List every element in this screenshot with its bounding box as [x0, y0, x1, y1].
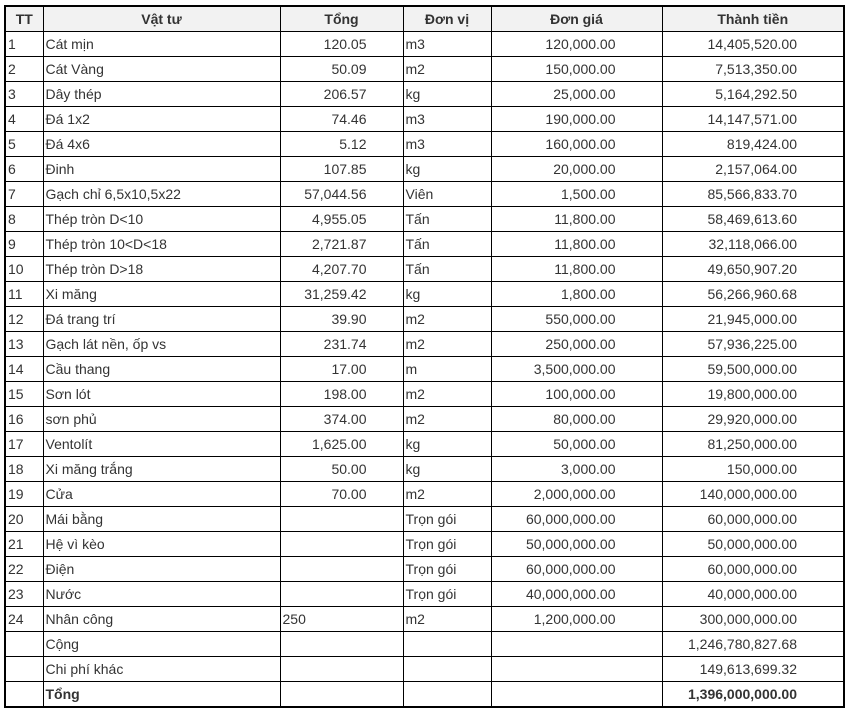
- grand-total-label: Tổng: [43, 682, 280, 708]
- quantity-cell: [280, 507, 403, 532]
- row-number-cell: 6: [5, 157, 43, 182]
- amount-cell: 21,945,000.00: [662, 307, 844, 332]
- table-row: [5, 82, 844, 107]
- unit-cell: Tấn: [403, 207, 491, 232]
- amount-cell: 300,000,000.00: [662, 607, 844, 632]
- amount-cell: 2,157,064.00: [662, 157, 844, 182]
- subtotal-qty-cell: [280, 632, 403, 657]
- amount-cell: 85,566,833.70: [662, 182, 844, 207]
- unit-price-cell: 11,800.00: [491, 257, 662, 282]
- other-costs-label: Chi phí khác: [43, 657, 280, 682]
- amount-cell: 81,250,000.00: [662, 432, 844, 457]
- amount-cell: 29,920,000.00: [662, 407, 844, 432]
- amount-cell: 58,469,613.60: [662, 207, 844, 232]
- row-number-cell: 19: [5, 482, 43, 507]
- subtotal-price-cell: [491, 632, 662, 657]
- subtotal-tt-cell: [5, 632, 43, 657]
- unit-price-cell: 20,000.00: [491, 157, 662, 182]
- unit-price-cell: 550,000.00: [491, 307, 662, 332]
- quantity-cell: 107.85: [280, 157, 403, 182]
- unit-cell: m2: [403, 382, 491, 407]
- unit-price-cell: 1,200,000.00: [491, 607, 662, 632]
- quantity-cell: 206.57: [280, 82, 403, 107]
- grand-total-row: [5, 682, 844, 708]
- row-number-cell: 8: [5, 207, 43, 232]
- amount-cell: 59,500,000.00: [662, 357, 844, 382]
- quantity-cell: 74.46: [280, 107, 403, 132]
- material-name-cell: Thép tròn D<10: [43, 207, 280, 232]
- unit-price-cell: 1,800.00: [491, 282, 662, 307]
- material-name-cell: Xi măng: [43, 282, 280, 307]
- row-number-cell: 13: [5, 332, 43, 357]
- row-number-cell: 18: [5, 457, 43, 482]
- row-number-cell: 2: [5, 57, 43, 82]
- amount-cell: 14,147,571.00: [662, 107, 844, 132]
- other-costs-tt-cell: [5, 657, 43, 682]
- column-header-unit: Đơn vị: [403, 6, 491, 32]
- table-body: [5, 32, 844, 632]
- row-number-cell: 10: [5, 257, 43, 282]
- material-name-cell: Cửa: [43, 482, 280, 507]
- material-name-cell: Đá 4x6: [43, 132, 280, 157]
- quantity-cell: 39.90: [280, 307, 403, 332]
- material-name-cell: Ventolít: [43, 432, 280, 457]
- row-number-cell: 1: [5, 32, 43, 57]
- quantity-cell: 57,044.56: [280, 182, 403, 207]
- material-name-cell: Đá trang trí: [43, 307, 280, 332]
- unit-price-cell: 160,000.00: [491, 132, 662, 157]
- subtotal-row: [5, 632, 844, 657]
- quantity-cell: 31,259.42: [280, 282, 403, 307]
- unit-cell: Tấn: [403, 257, 491, 282]
- unit-cell: Viên: [403, 182, 491, 207]
- row-number-cell: 16: [5, 407, 43, 432]
- unit-price-cell: 50,000,000.00: [491, 532, 662, 557]
- quantity-cell: [280, 582, 403, 607]
- row-number-cell: 3: [5, 82, 43, 107]
- table-row: [5, 332, 844, 357]
- table-row: [5, 307, 844, 332]
- amount-cell: 32,118,066.00: [662, 232, 844, 257]
- amount-cell: 819,424.00: [662, 132, 844, 157]
- unit-cell: m2: [403, 307, 491, 332]
- unit-cell: m2: [403, 607, 491, 632]
- row-number-cell: 5: [5, 132, 43, 157]
- table-summary: [5, 632, 844, 708]
- material-name-cell: Thép tròn 10<D<18: [43, 232, 280, 257]
- table-row: [5, 32, 844, 57]
- material-name-cell: Sơn lót: [43, 382, 280, 407]
- row-number-cell: 20: [5, 507, 43, 532]
- material-name-cell: Nước: [43, 582, 280, 607]
- unit-price-cell: 11,800.00: [491, 207, 662, 232]
- grand-total-tt-cell: [5, 682, 43, 708]
- unit-cell: kg: [403, 82, 491, 107]
- grand-total-qty-cell: [280, 682, 403, 708]
- unit-price-cell: 2,000,000.00: [491, 482, 662, 507]
- unit-cell: m3: [403, 107, 491, 132]
- unit-cell: kg: [403, 282, 491, 307]
- material-name-cell: Cầu thang: [43, 357, 280, 382]
- unit-price-cell: 80,000.00: [491, 407, 662, 432]
- grand-total-price-cell: [491, 682, 662, 708]
- material-name-cell: Gạch lát nền, ốp vs: [43, 332, 280, 357]
- row-number-cell: 17: [5, 432, 43, 457]
- unit-price-cell: 25,000.00: [491, 82, 662, 107]
- table-row: [5, 182, 844, 207]
- unit-price-cell: 100,000.00: [491, 382, 662, 407]
- table-header: [5, 6, 844, 32]
- material-name-cell: Cát mịn: [43, 32, 280, 57]
- unit-cell: Tấn: [403, 232, 491, 257]
- subtotal-value: 1,246,780,827.68: [662, 632, 844, 657]
- row-number-cell: 15: [5, 382, 43, 407]
- material-name-cell: Xi măng trắng: [43, 457, 280, 482]
- quantity-cell: 120.05: [280, 32, 403, 57]
- column-header-tt: TT: [5, 6, 43, 32]
- material-name-cell: sơn phủ: [43, 407, 280, 432]
- material-name-cell: Nhân công: [43, 607, 280, 632]
- unit-cell: m2: [403, 482, 491, 507]
- row-number-cell: 7: [5, 182, 43, 207]
- material-name-cell: Hệ vì kèo: [43, 532, 280, 557]
- unit-price-cell: 60,000,000.00: [491, 507, 662, 532]
- unit-cell: Trọn gói: [403, 532, 491, 557]
- unit-cell: Trọn gói: [403, 582, 491, 607]
- column-header-material: Vật tư: [43, 6, 280, 32]
- unit-cell: m2: [403, 407, 491, 432]
- other-costs-price-cell: [491, 657, 662, 682]
- table-row: [5, 157, 844, 182]
- unit-cell: kg: [403, 457, 491, 482]
- material-name-cell: Mái bằng: [43, 507, 280, 532]
- grand-total-unit-cell: [403, 682, 491, 708]
- materials-table-container: [4, 5, 845, 708]
- unit-price-cell: 250,000.00: [491, 332, 662, 357]
- amount-cell: 49,650,907.20: [662, 257, 844, 282]
- unit-price-cell: 120,000.00: [491, 32, 662, 57]
- table-row: [5, 432, 844, 457]
- subtotal-label: Cộng: [43, 632, 280, 657]
- other-costs-row: [5, 657, 844, 682]
- quantity-cell: 50.00: [280, 457, 403, 482]
- material-name-cell: Đinh: [43, 157, 280, 182]
- amount-cell: 60,000,000.00: [662, 557, 844, 582]
- table-row: [5, 357, 844, 382]
- unit-price-cell: 11,800.00: [491, 232, 662, 257]
- unit-cell: m3: [403, 32, 491, 57]
- table-row: [5, 282, 844, 307]
- row-number-cell: 24: [5, 607, 43, 632]
- amount-cell: 140,000,000.00: [662, 482, 844, 507]
- table-row: [5, 457, 844, 482]
- quantity-cell: 1,625.00: [280, 432, 403, 457]
- table-row: [5, 407, 844, 432]
- amount-cell: 14,405,520.00: [662, 32, 844, 57]
- quantity-cell: 70.00: [280, 482, 403, 507]
- row-number-cell: 21: [5, 532, 43, 557]
- grand-total-value: 1,396,000,000.00: [662, 682, 844, 708]
- unit-cell: m2: [403, 332, 491, 357]
- table-row: [5, 382, 844, 407]
- table-row: [5, 132, 844, 157]
- material-name-cell: Cát Vàng: [43, 57, 280, 82]
- other-costs-unit-cell: [403, 657, 491, 682]
- material-name-cell: Thép tròn D>18: [43, 257, 280, 282]
- unit-price-cell: 3,500,000.00: [491, 357, 662, 382]
- table-row: [5, 582, 844, 607]
- row-number-cell: 11: [5, 282, 43, 307]
- table-row: [5, 482, 844, 507]
- amount-cell: 60,000,000.00: [662, 507, 844, 532]
- quantity-cell: 198.00: [280, 382, 403, 407]
- unit-cell: kg: [403, 432, 491, 457]
- table-row: [5, 557, 844, 582]
- row-number-cell: 14: [5, 357, 43, 382]
- amount-cell: 5,164,292.50: [662, 82, 844, 107]
- quantity-cell: 50.09: [280, 57, 403, 82]
- quantity-cell: 2,721.87: [280, 232, 403, 257]
- amount-cell: 7,513,350.00: [662, 57, 844, 82]
- quantity-cell: [280, 532, 403, 557]
- unit-cell: kg: [403, 157, 491, 182]
- other-costs-qty-cell: [280, 657, 403, 682]
- unit-cell: m: [403, 357, 491, 382]
- unit-cell: Trọn gói: [403, 557, 491, 582]
- row-number-cell: 12: [5, 307, 43, 332]
- amount-cell: 19,800,000.00: [662, 382, 844, 407]
- amount-cell: 57,936,225.00: [662, 332, 844, 357]
- table-row: [5, 607, 844, 632]
- amount-cell: 56,266,960.68: [662, 282, 844, 307]
- unit-price-cell: 1,500.00: [491, 182, 662, 207]
- amount-cell: 150,000.00: [662, 457, 844, 482]
- quantity-cell: 4,955.05: [280, 207, 403, 232]
- unit-price-cell: 40,000,000.00: [491, 582, 662, 607]
- amount-cell: 50,000,000.00: [662, 532, 844, 557]
- table-row: [5, 207, 844, 232]
- quantity-cell: [280, 557, 403, 582]
- material-name-cell: Đá 1x2: [43, 107, 280, 132]
- unit-price-cell: 60,000,000.00: [491, 557, 662, 582]
- materials-cost-table: [4, 5, 845, 708]
- unit-price-cell: 190,000.00: [491, 107, 662, 132]
- row-number-cell: 22: [5, 557, 43, 582]
- other-costs-value: 149,613,699.32: [662, 657, 844, 682]
- material-name-cell: Điện: [43, 557, 280, 582]
- table-row: [5, 257, 844, 282]
- material-name-cell: Gạch chỉ 6,5x10,5x22: [43, 182, 280, 207]
- quantity-cell: 250: [280, 607, 403, 632]
- header-row: [5, 6, 844, 32]
- row-number-cell: 4: [5, 107, 43, 132]
- table-row: [5, 232, 844, 257]
- table-row: [5, 532, 844, 557]
- unit-price-cell: 3,000.00: [491, 457, 662, 482]
- column-header-unit-price: Đơn giá: [491, 6, 662, 32]
- quantity-cell: 5.12: [280, 132, 403, 157]
- unit-price-cell: 50,000.00: [491, 432, 662, 457]
- table-row: [5, 57, 844, 82]
- unit-cell: m2: [403, 57, 491, 82]
- quantity-cell: 374.00: [280, 407, 403, 432]
- quantity-cell: 17.00: [280, 357, 403, 382]
- column-header-quantity: Tổng: [280, 6, 403, 32]
- table-row: [5, 507, 844, 532]
- row-number-cell: 23: [5, 582, 43, 607]
- quantity-cell: 231.74: [280, 332, 403, 357]
- material-name-cell: Dây thép: [43, 82, 280, 107]
- quantity-cell: 4,207.70: [280, 257, 403, 282]
- column-header-amount: Thành tiền: [662, 6, 844, 32]
- table-row: [5, 107, 844, 132]
- unit-cell: m3: [403, 132, 491, 157]
- subtotal-unit-cell: [403, 632, 491, 657]
- unit-cell: Trọn gói: [403, 507, 491, 532]
- row-number-cell: 9: [5, 232, 43, 257]
- unit-price-cell: 150,000.00: [491, 57, 662, 82]
- amount-cell: 40,000,000.00: [662, 582, 844, 607]
